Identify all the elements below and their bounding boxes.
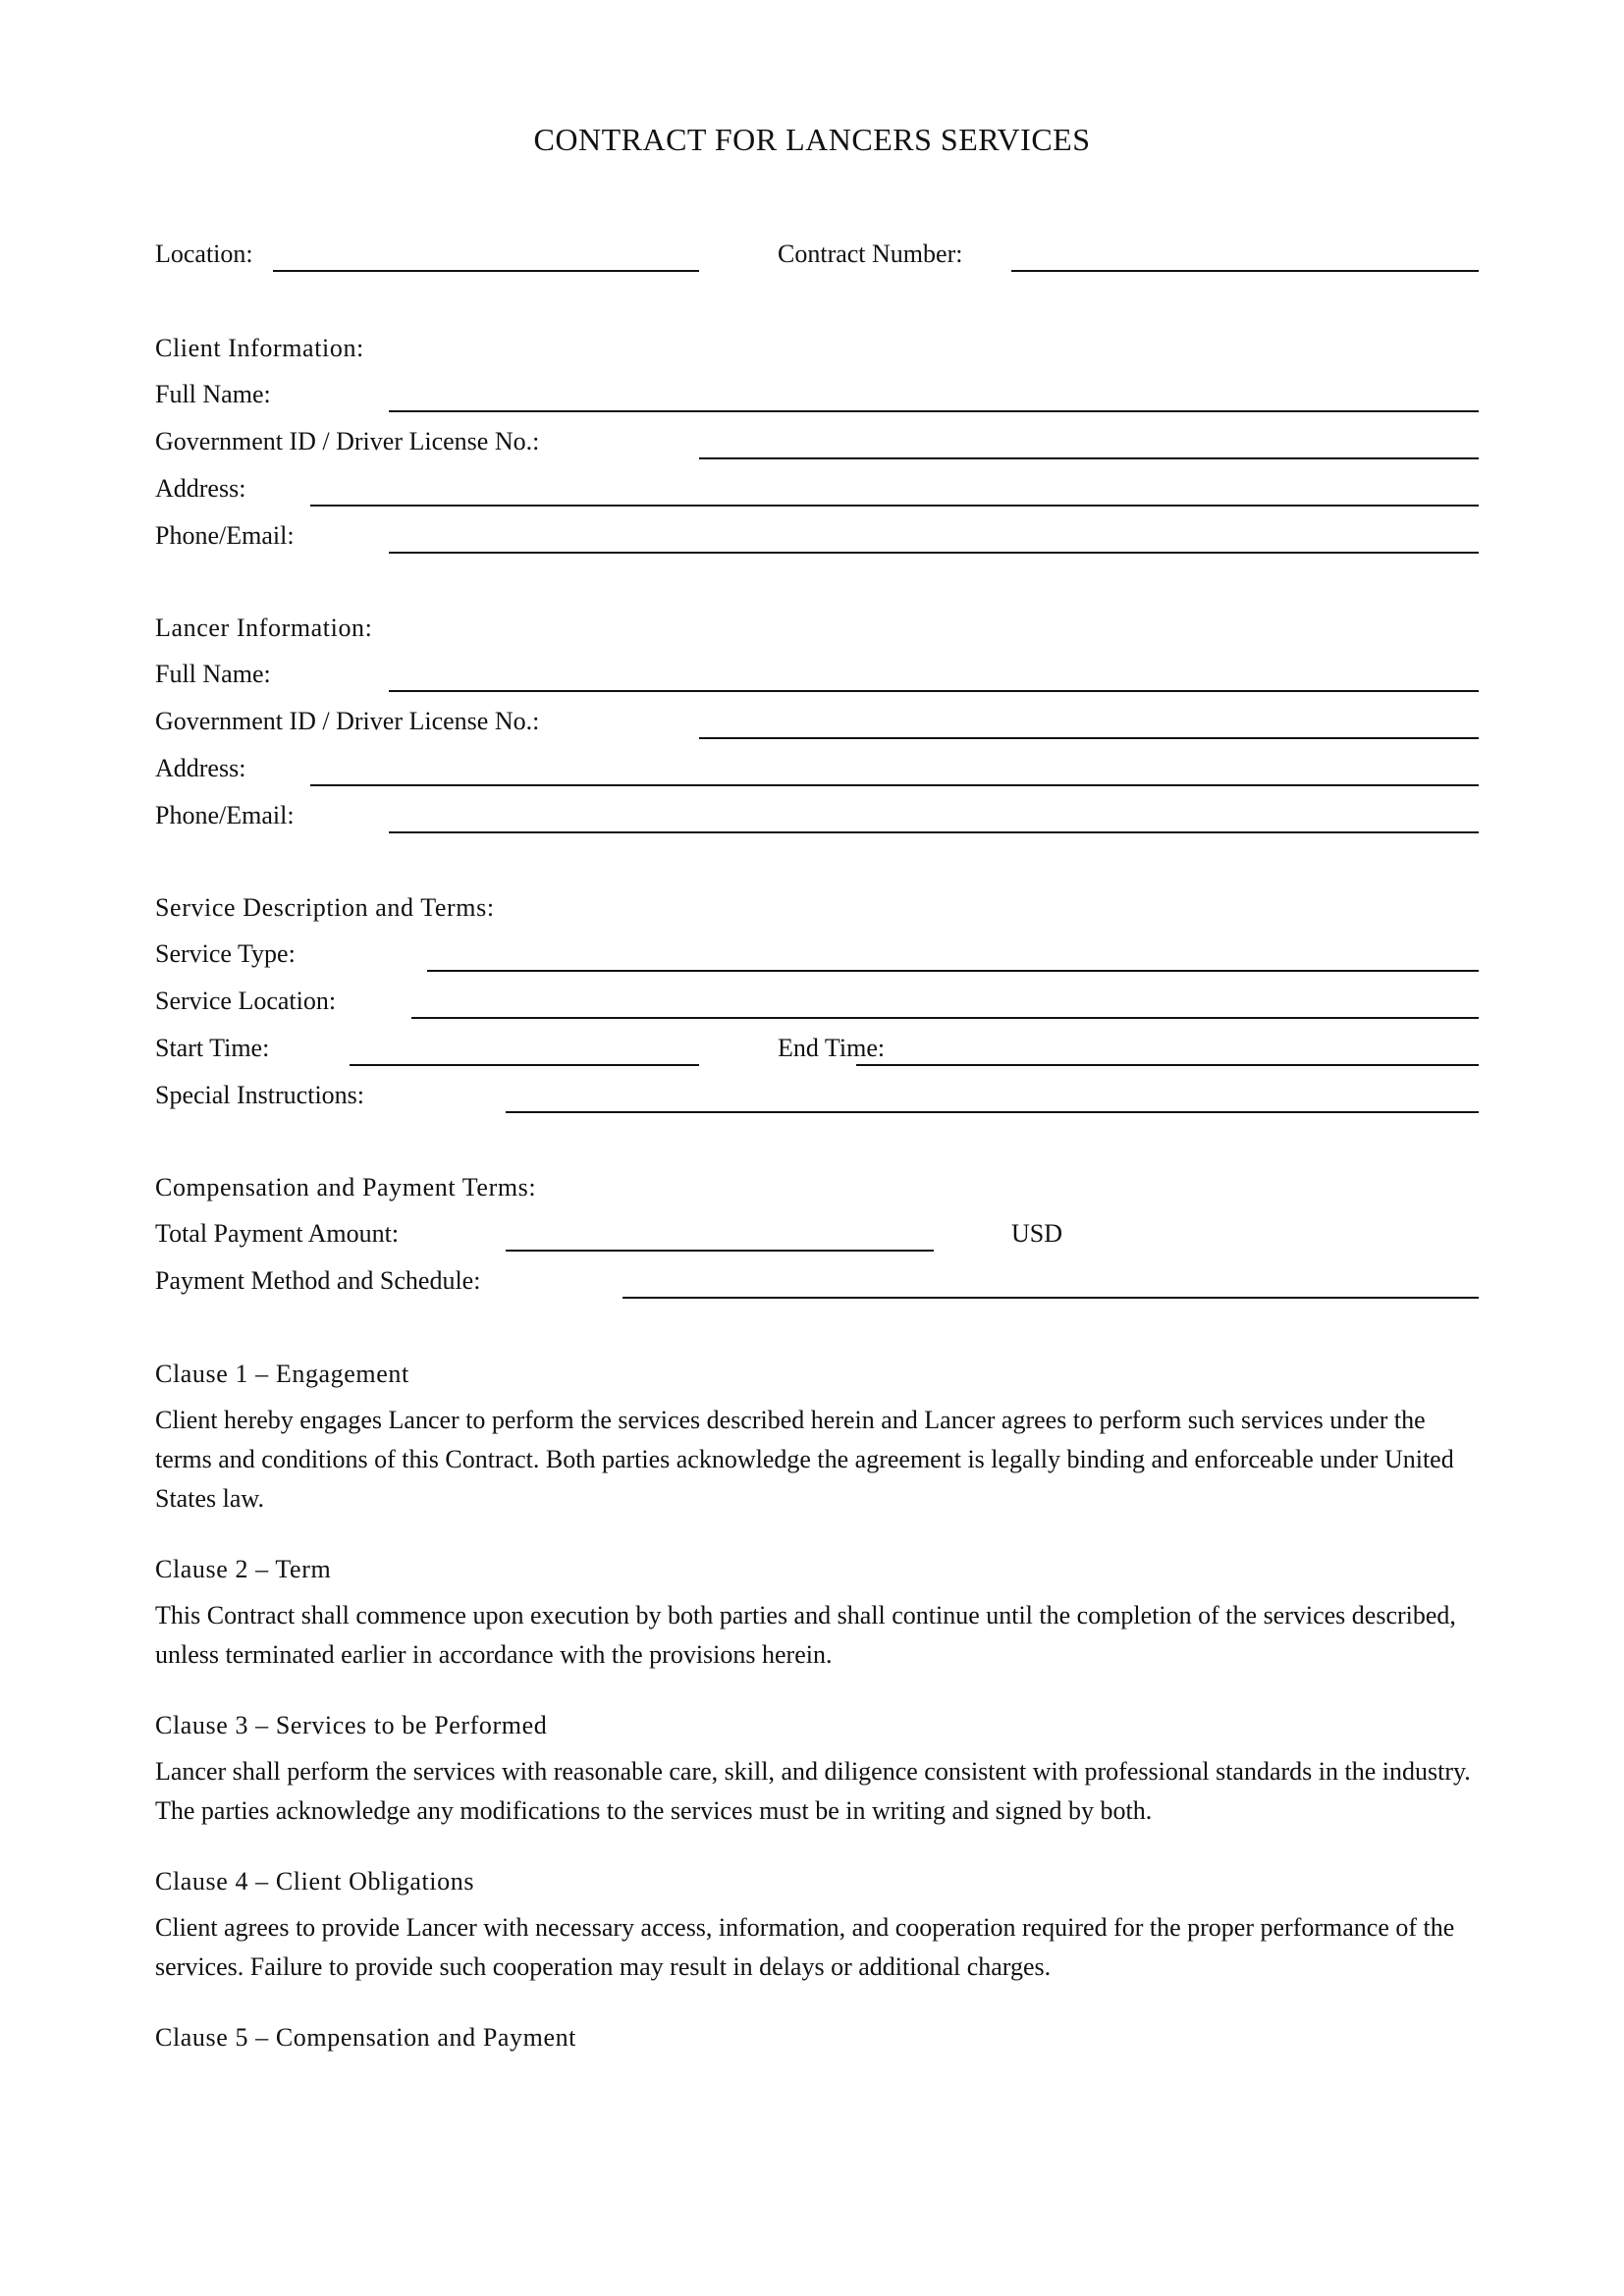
- total-payment-field[interactable]: [506, 1250, 934, 1252]
- location-field[interactable]: [273, 270, 699, 272]
- clause-5-title: Clause 5 – Compensation and Payment: [155, 2023, 577, 2052]
- lancer-full-name-label: Full Name:: [155, 660, 271, 688]
- client-phone-email-field[interactable]: [389, 552, 1479, 554]
- clause-3-title: Clause 3 – Services to be Performed: [155, 1711, 548, 1739]
- lancer-phone-email-field[interactable]: [389, 831, 1479, 833]
- special-instructions-field[interactable]: [506, 1111, 1479, 1113]
- location-label: Location:: [155, 240, 253, 268]
- service-heading: Service Description and Terms:: [155, 893, 495, 922]
- service-type-label: Service Type:: [155, 939, 296, 968]
- clause-1-body: Client hereby engages Lancer to perform the services described herein and Lancer agrees to perform such services under the terms and conditions of this Contract. Both parties acknowledge the agreement is legally binding and enforceable under United States law.: [155, 1406, 1454, 1513]
- service-type-field[interactable]: [427, 970, 1479, 972]
- client-address-field[interactable]: [310, 505, 1479, 507]
- lancer-address-label: Address:: [155, 754, 246, 782]
- client-gov-id-label: Government ID / Driver License No.:: [155, 427, 540, 455]
- client-address-label: Address:: [155, 474, 246, 503]
- service-location-label: Service Location:: [155, 987, 337, 1015]
- clause-3-body: Lancer shall perform the services with reasonable care, skill, and diligence consistent with professional standards in the industry. The parties acknowledge any modifications to the services must be in writing and signed by both.: [155, 1757, 1471, 1825]
- service-location-field[interactable]: [411, 1017, 1479, 1019]
- client-info-heading: Client Information:: [155, 334, 364, 362]
- compensation-heading: Compensation and Payment Terms:: [155, 1173, 537, 1201]
- lancer-info-heading: Lancer Information:: [155, 614, 373, 642]
- page-title: CONTRACT FOR LANCERS SERVICES: [533, 122, 1091, 157]
- clause-4-title: Clause 4 – Client Obligations: [155, 1867, 475, 1896]
- client-gov-id-field[interactable]: [699, 457, 1479, 459]
- clause-2-title: Clause 2 – Term: [155, 1555, 332, 1583]
- contract-number-label: Contract Number:: [778, 240, 963, 268]
- total-payment-label: Total Payment Amount:: [155, 1219, 400, 1248]
- payment-method-field[interactable]: [623, 1297, 1479, 1299]
- currency-label: USD: [1011, 1219, 1063, 1248]
- clause-1-title: Clause 1 – Engagement: [155, 1360, 409, 1388]
- client-phone-email-label: Phone/Email:: [155, 521, 295, 550]
- contract-number-field[interactable]: [1011, 270, 1479, 272]
- lancer-phone-email-label: Phone/Email:: [155, 801, 295, 829]
- clause-4-body: Client agrees to provide Lancer with necessary access, information, and cooperation required for the proper performance of the services. Failure to provide such cooperation may result in delays or additional charges.: [155, 1913, 1455, 1981]
- lancer-gov-id-field[interactable]: [699, 737, 1479, 739]
- lancer-address-field[interactable]: [310, 784, 1479, 786]
- clause-2-body: This Contract shall commence upon execution by both parties and shall continue until the completion of the services described, unless terminated earlier in accordance with the provisions herein.: [155, 1601, 1456, 1669]
- client-full-name-field[interactable]: [389, 410, 1479, 412]
- lancer-full-name-field[interactable]: [389, 690, 1479, 692]
- client-full-name-label: Full Name:: [155, 380, 271, 408]
- start-time-field[interactable]: [350, 1064, 699, 1066]
- special-instructions-label: Special Instructions:: [155, 1081, 365, 1109]
- end-time-label: End Time:: [778, 1034, 886, 1062]
- start-time-label: Start Time:: [155, 1034, 270, 1062]
- end-time-field[interactable]: [856, 1064, 1479, 1066]
- payment-method-label: Payment Method and Schedule:: [155, 1266, 481, 1295]
- lancer-gov-id-label: Government ID / Driver License No.:: [155, 707, 540, 735]
